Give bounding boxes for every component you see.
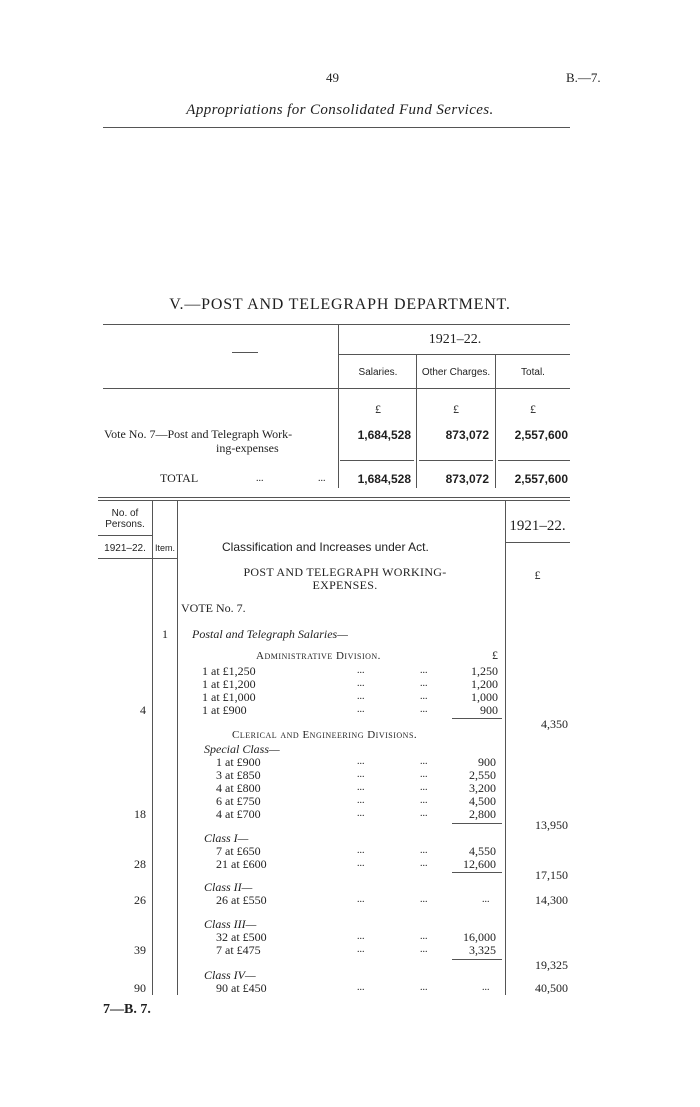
leader-dots: ... — [420, 795, 428, 806]
summary-year: 1921–22. — [428, 332, 482, 347]
admin-row-amount: 1,200 — [471, 677, 498, 691]
section-title: V.—POST AND TELEGRAPH DEPARTMENT. — [169, 296, 511, 313]
leader-dots: ... — [357, 982, 365, 993]
leader-dots: ... — [357, 845, 365, 856]
vote-label-line1: Vote No. 7—Post and Telegraph Work- — [104, 427, 293, 441]
leader-dots: ... — [420, 665, 428, 676]
admin-row-label: 1 at £1,000 — [202, 690, 256, 704]
class1-row-amount: 12,600 — [463, 857, 496, 871]
leader-dots: ... — [420, 769, 428, 780]
special-total: 13,950 — [535, 818, 568, 832]
special-row-label: 4 at £700 — [216, 807, 261, 821]
leader-dots: ... — [357, 769, 365, 780]
leader-dots: ... — [357, 944, 365, 955]
leader-dots: ... — [420, 931, 428, 942]
leader-dots: ... — [357, 665, 365, 676]
vote-label-line2: ing-expenses — [216, 441, 279, 455]
class3-total: 19,325 — [535, 958, 568, 972]
total-leader-dots: ... — [256, 473, 264, 484]
class3-row-amount: 3,325 — [469, 943, 496, 957]
admin-persons: 4 — [140, 703, 146, 717]
admin-row-amount: 1,250 — [471, 664, 498, 678]
class4-total: 40,500 — [535, 981, 568, 995]
leader-dots: ... — [420, 845, 428, 856]
admin-row-amount: 900 — [480, 703, 498, 717]
class1-total: 17,150 — [535, 868, 568, 882]
class4-heading: Class IV— — [204, 968, 256, 982]
leader-dots: ... — [420, 858, 428, 869]
special-class-heading: Special Class— — [204, 742, 280, 756]
leader-dots: ... — [357, 782, 365, 793]
leader-dots: ... — [482, 982, 490, 993]
leader-dots: ... — [420, 691, 428, 702]
leader-dots: ... — [357, 678, 365, 689]
leader-dots: ... — [420, 944, 428, 955]
special-row-amount: 3,200 — [469, 781, 496, 795]
col-salaries-header: Salaries. — [358, 367, 398, 378]
leader-dots: ... — [357, 858, 365, 869]
total-salaries: 1,684,528 — [357, 472, 411, 486]
leader-dots: ... — [420, 982, 428, 993]
leader-dots: ... — [420, 894, 428, 905]
class3-heading: Class III— — [204, 917, 257, 931]
leader-dots: ... — [357, 704, 365, 715]
class3-row-amount: 16,000 — [463, 930, 496, 944]
col-persons-header: No. of Persons. — [105, 508, 145, 530]
col-item-header: Item. — [154, 543, 175, 553]
special-row-label: 6 at £750 — [216, 794, 261, 808]
admin-division-heading: Administrative Division. — [256, 650, 381, 662]
total-total: 2,557,600 — [514, 472, 568, 486]
leader-dots: ... — [420, 782, 428, 793]
special-row-amount: 900 — [478, 755, 496, 769]
special-row-amount: 2,800 — [469, 807, 496, 821]
total-currency: £ — [530, 402, 536, 416]
sub-heading-line2: EXPENSES. — [312, 578, 378, 592]
class2-row-label: 26 at £550 — [216, 893, 267, 907]
leader-dots: ... — [420, 678, 428, 689]
document-reference: B.—7. — [566, 70, 601, 85]
vote-other-charges: 873,072 — [445, 428, 489, 442]
admin-total: 4,350 — [541, 717, 568, 731]
sub-heading-line1: POST AND TELEGRAPH WORKING- — [243, 565, 447, 579]
item-number: 1 — [162, 627, 168, 641]
footer-signature: 7—B. 7. — [103, 1002, 151, 1017]
class4-persons: 90 — [134, 981, 146, 995]
vote-number: VOTE No. 7. — [181, 601, 246, 615]
page-number: 49 — [326, 70, 339, 85]
special-row-amount: 2,550 — [469, 768, 496, 782]
page-title: Appropriations for Consolidated Fund Services. — [186, 102, 494, 118]
leader-dots: ... — [357, 931, 365, 942]
total-other-charges: 873,072 — [445, 472, 489, 486]
clerical-division-heading: Clerical and Engineering Divisions. — [232, 729, 418, 741]
leader-dots: ... — [420, 756, 428, 767]
admin-row-amount: 1,000 — [471, 690, 498, 704]
header-rule — [103, 127, 570, 128]
special-row-amount: 4,500 — [469, 794, 496, 808]
leader-dots: ... — [357, 691, 365, 702]
leader-dots: ... — [357, 894, 365, 905]
total-label: TOTAL — [160, 471, 199, 485]
other-currency: £ — [453, 402, 459, 416]
item-title: Postal and Telegraph Salaries— — [192, 627, 348, 641]
class4-row-label: 90 at £450 — [216, 981, 267, 995]
special-row-label: 3 at £850 — [216, 768, 261, 782]
special-row-label: 1 at £900 — [216, 755, 261, 769]
class3-persons: 39 — [134, 943, 146, 957]
leader-dots: ... — [357, 808, 365, 819]
class1-heading: Class I— — [204, 831, 249, 845]
leader-dots: ... — [420, 704, 428, 715]
class2-heading: Class II— — [204, 880, 253, 894]
class1-row-label: 7 at £650 — [216, 844, 261, 858]
col-other-charges-header: Other Charges. — [421, 367, 491, 378]
special-persons: 18 — [134, 807, 146, 821]
special-row-label: 4 at £800 — [216, 781, 261, 795]
salaries-currency: £ — [375, 402, 381, 416]
right-currency: £ — [534, 568, 541, 582]
right-year-header: 1921–22. — [509, 518, 566, 534]
class1-persons: 28 — [134, 857, 146, 871]
classification-heading: Classification and Increases under Act. — [222, 540, 429, 554]
leader-dots: ... — [482, 894, 490, 905]
class3-row-label: 32 at £500 — [216, 930, 267, 944]
admin-currency: £ — [492, 648, 498, 662]
leader-dots: ... — [357, 795, 365, 806]
class1-row-amount: 4,550 — [469, 844, 496, 858]
leader-dots: ... — [420, 808, 428, 819]
class2-total: 14,300 — [535, 893, 568, 907]
class2-persons: 26 — [134, 893, 146, 907]
class3-row-label: 7 at £475 — [216, 943, 261, 957]
vote-total: 2,557,600 — [514, 428, 568, 442]
vote-salaries: 1,684,528 — [357, 428, 411, 442]
leader-dots: ... — [357, 756, 365, 767]
admin-row-label: 1 at £1,250 — [202, 664, 256, 678]
admin-row-label: 1 at £1,200 — [202, 677, 256, 691]
col-year-header: 1921–22. — [104, 543, 146, 554]
col-total-header: Total. — [521, 367, 545, 378]
total-leader-dots: ... — [318, 473, 326, 484]
class1-row-label: 21 at £600 — [216, 857, 267, 871]
admin-row-label: 1 at £900 — [202, 703, 247, 717]
